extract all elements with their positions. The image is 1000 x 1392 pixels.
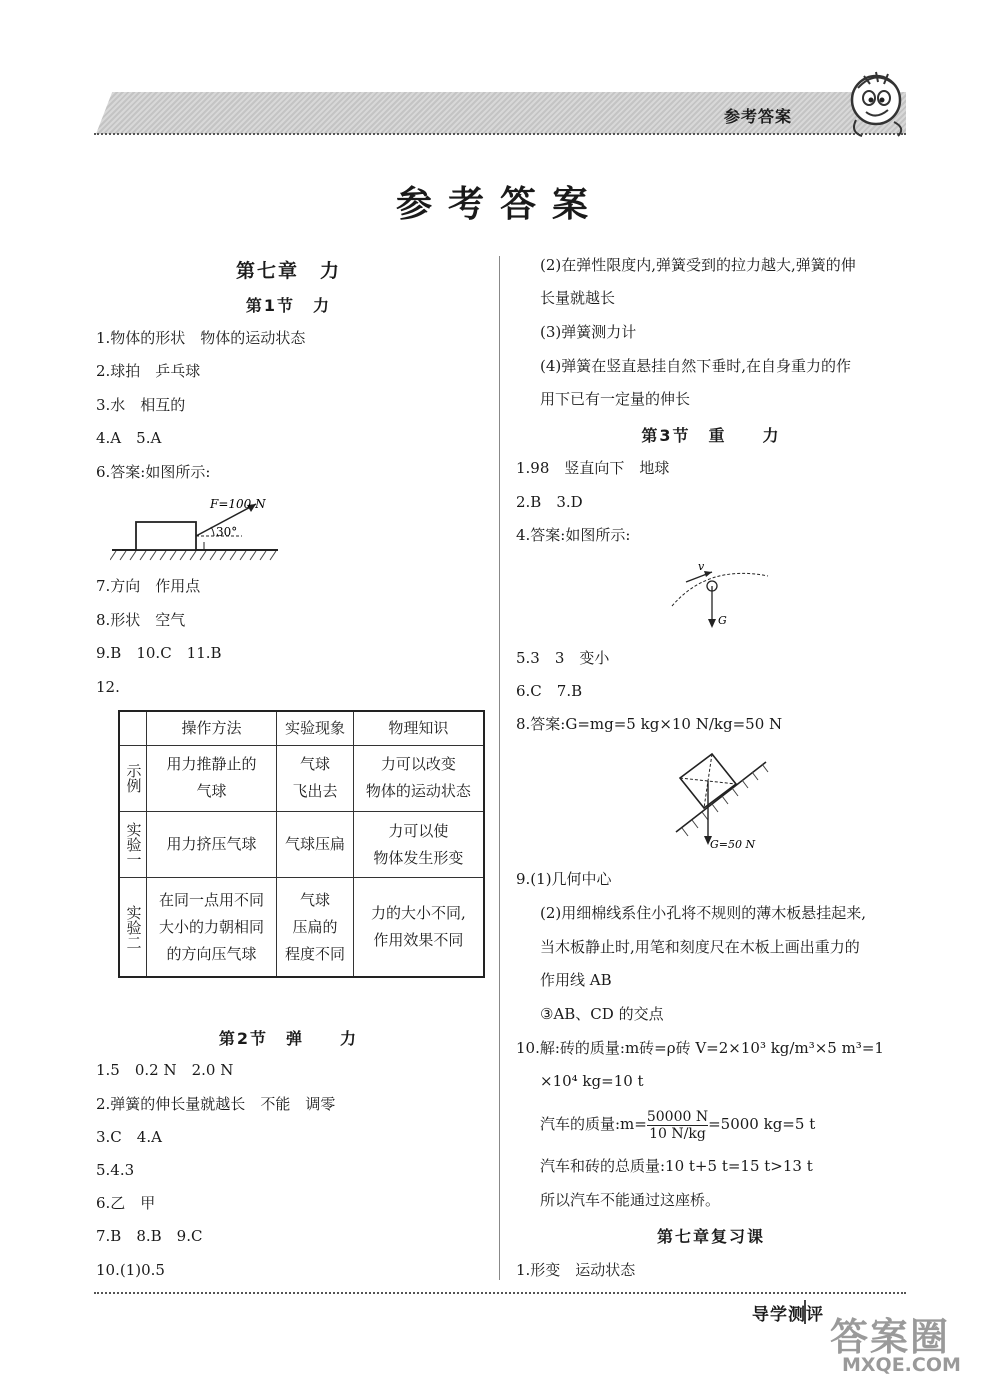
- header-label: 参考答案: [724, 107, 793, 126]
- answer-line: 8.答案:G=mg=5 kg×10 N/kg=50 N: [516, 715, 783, 733]
- mascot-icon: [836, 62, 916, 142]
- table-header-row: [119, 711, 484, 745]
- answer-line: 所以汽车不能通过这座桥。: [540, 1191, 721, 1209]
- answer-line: 4.答案:如图所示:: [516, 526, 631, 544]
- table-corner: [119, 711, 147, 745]
- section-3-title: 第3节 重 力: [641, 426, 781, 445]
- experiment-table: [118, 710, 485, 978]
- section-2-title: 第2节 弹 力: [218, 1029, 359, 1048]
- footer-dotted-rule: [94, 1292, 906, 1294]
- table-header: 操作方法: [147, 711, 277, 745]
- answer-line: 5.4.3: [96, 1161, 135, 1179]
- answer-line: 12.: [96, 678, 120, 696]
- gravity-label: G=50 N: [710, 838, 756, 851]
- answer-line: 1.98 竖直向下 地球: [516, 459, 670, 477]
- answer-line: ③AB、CD 的交点: [540, 1005, 664, 1023]
- car-mass-line: [540, 1106, 815, 1142]
- table-row: [119, 745, 484, 811]
- answer-line: 9.(1)几何中心: [516, 870, 612, 888]
- answer-line: 10.解:砖的质量:m砖=ρ砖 V=2×10³ kg/m³×5 m³=1: [516, 1039, 884, 1057]
- section-1-title: 第1节 力: [245, 296, 332, 315]
- answer-line: 用下已有一定量的伸长: [540, 390, 691, 408]
- column-divider: [499, 256, 500, 1280]
- table-cell: 气球 压扁的 程度不同: [277, 878, 354, 977]
- page-title: 参考答案: [395, 183, 604, 225]
- answer-line: (4)弹簧在竖直悬挂自然下垂时,在自身重力的作: [540, 357, 852, 375]
- row-label: 实验二: [119, 878, 147, 977]
- answer-line: 3.水 相互的: [96, 396, 186, 414]
- answer-line: 7.B 8.B 9.C: [96, 1227, 203, 1245]
- table-cell: 在同一点用不同 大小的力朝相同 的方向压气球: [147, 878, 277, 977]
- fraction: $\frac{50000 N}{10 N/kg}$: [646, 1108, 709, 1142]
- answer-line: 8.形状 空气: [96, 611, 186, 629]
- answer-line: (3)弹簧测力计: [540, 323, 637, 341]
- table-row: [119, 811, 484, 877]
- answer-line: 2.B 3.D: [516, 493, 583, 511]
- row-label: 示例: [119, 745, 147, 811]
- answer-line: (2)在弹性限度内,弹簧受到的拉力越大,弹簧的伸: [540, 256, 856, 274]
- footer-separator: [804, 1300, 806, 1324]
- header-dotted-rule: [94, 133, 906, 135]
- table-cell: 力的大小不同, 作用效果不同: [353, 878, 484, 977]
- car-mass-suffix: =5000 kg=5 t: [708, 1115, 816, 1133]
- watermark-url: MXQE.COM: [842, 1354, 961, 1376]
- table-cell: 用力推静止的 气球: [147, 745, 277, 811]
- answer-line: 汽车和砖的总质量:10 t+5 t=15 t>13 t: [540, 1157, 813, 1175]
- answer-line: 10.(1)0.5: [96, 1261, 165, 1279]
- answer-line: 3.C 4.A: [96, 1128, 162, 1146]
- answer-line: 5.3 3 变小: [516, 649, 610, 667]
- watermark: 答案圈: [830, 1315, 951, 1359]
- force-diagram: [110, 490, 280, 565]
- answer-line: 2.弹簧的伸长量就越长 不能 调零: [96, 1095, 336, 1113]
- answer-line: 当木板静止时,用笔和刻度尺在木板上画出重力的: [540, 938, 860, 956]
- table-cell: 用力挤压气球: [147, 811, 277, 877]
- answer-line: (2)用细棉线系住小孔将不规则的薄木板悬挂起来,: [540, 904, 867, 922]
- answer-line: 7.方向 作用点: [96, 577, 201, 595]
- answer-line: 6.C 7.B: [516, 682, 583, 700]
- answer-line: 长量就越长: [540, 289, 616, 307]
- answer-line: 作用线 AB: [540, 971, 612, 989]
- car-mass-prefix: 汽车的质量:m=: [540, 1115, 647, 1133]
- table-cell: 力可以使 物体发生形变: [353, 811, 484, 877]
- table-header: 实验现象: [277, 711, 354, 745]
- table-cell: 气球 飞出去: [277, 745, 354, 811]
- answer-line: 1.形变 运动状态: [516, 1261, 636, 1279]
- incline-gravity-diagram: [666, 748, 776, 856]
- table-cell: 力可以改变 物体的运动状态: [353, 745, 484, 811]
- review-title: 第七章复习课: [656, 1227, 765, 1246]
- force-label: F=100 N: [210, 497, 266, 511]
- velocity-label: v: [698, 560, 705, 573]
- answer-line: 1.物体的形状 物体的运动状态: [96, 329, 306, 347]
- answer-line: 1.5 0.2 N 2.0 N: [96, 1061, 234, 1079]
- angle-label: 30°: [216, 525, 238, 539]
- row-label: 实验一: [119, 811, 147, 877]
- answer-line: 6.答案:如图所示:: [96, 463, 211, 481]
- answer-line: ×10⁴ kg=10 t: [540, 1072, 644, 1090]
- answer-line: 2.球拍 乒乓球: [96, 362, 201, 380]
- table-header: 物理知识: [353, 711, 484, 745]
- footer-brand: 导学测评: [752, 1305, 824, 1325]
- answer-line: 4.A 5.A: [96, 429, 162, 447]
- gravity-label: G: [718, 614, 727, 627]
- chapter-title: 第七章 力: [235, 260, 341, 282]
- projectile-gravity-diagram: [668, 556, 778, 634]
- answer-line: 9.B 10.C 11.B: [96, 644, 222, 662]
- table-cell: 气球压扁: [277, 811, 354, 877]
- table-row: [119, 878, 484, 977]
- answer-line: 6.乙 甲: [96, 1194, 156, 1212]
